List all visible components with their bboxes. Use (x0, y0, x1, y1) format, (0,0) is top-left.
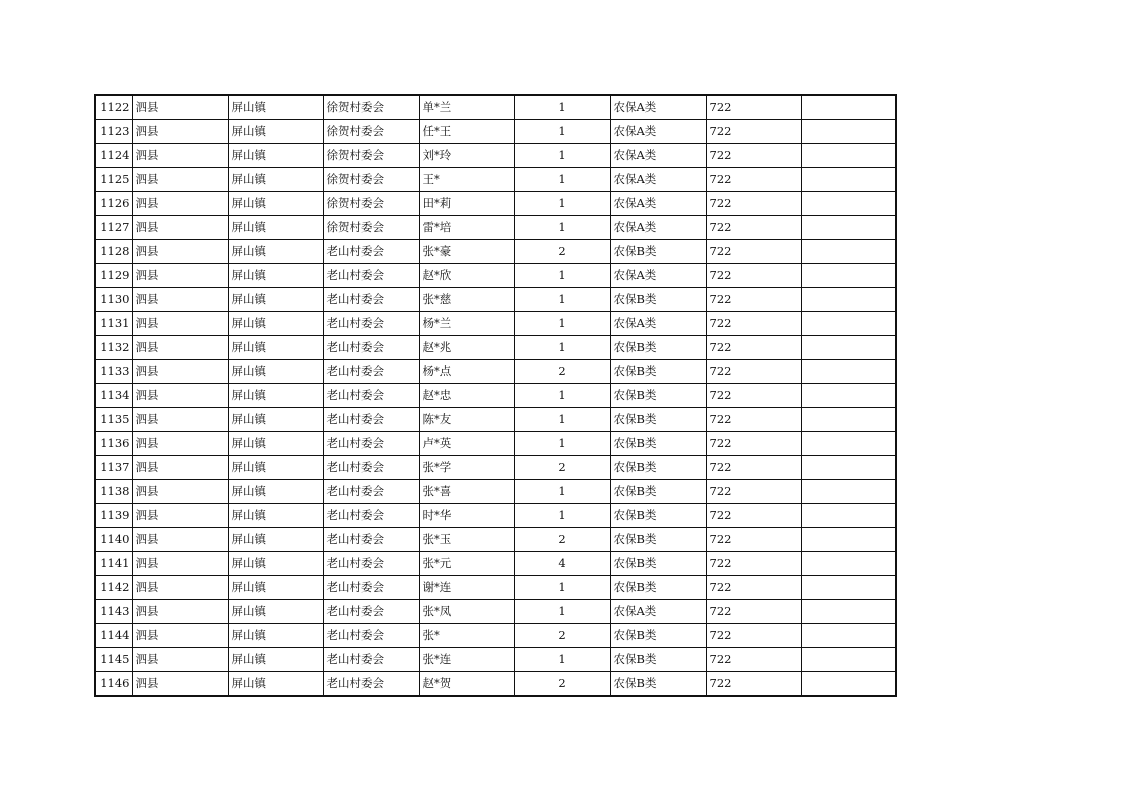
cell-town: 屏山镇 (228, 192, 323, 216)
cell-insurance-category: 农保A类 (610, 192, 706, 216)
cell-town: 屏山镇 (228, 528, 323, 552)
data-sheet (94, 94, 895, 697)
table-body (95, 95, 896, 696)
cell-row-number: 1139 (95, 504, 132, 528)
cell-amount: 722 (706, 576, 801, 600)
cell-remark (801, 600, 896, 624)
table-row (95, 95, 896, 120)
cell-village-committee: 老山村委会 (323, 456, 419, 480)
records-table (94, 94, 897, 697)
cell-amount: 722 (706, 600, 801, 624)
cell-insurance-category: 农保B类 (610, 552, 706, 576)
cell-household-count: 1 (514, 264, 610, 288)
cell-household-count: 1 (514, 504, 610, 528)
cell-row-number: 1129 (95, 264, 132, 288)
cell-town: 屏山镇 (228, 504, 323, 528)
cell-amount: 722 (706, 528, 801, 552)
cell-row-number: 1144 (95, 624, 132, 648)
cell-town: 屏山镇 (228, 408, 323, 432)
cell-row-number: 1133 (95, 360, 132, 384)
cell-amount: 722 (706, 552, 801, 576)
table-row (95, 648, 896, 672)
cell-household-count: 1 (514, 576, 610, 600)
cell-county: 泗县 (132, 648, 228, 672)
table-row (95, 624, 896, 648)
cell-town: 屏山镇 (228, 168, 323, 192)
cell-county: 泗县 (132, 432, 228, 456)
cell-household-count: 1 (514, 120, 610, 144)
table-row (95, 264, 896, 288)
cell-name: 陈*友 (419, 408, 514, 432)
cell-town: 屏山镇 (228, 648, 323, 672)
cell-name: 赵*兆 (419, 336, 514, 360)
cell-town: 屏山镇 (228, 95, 323, 120)
table-row (95, 672, 896, 697)
cell-amount: 722 (706, 360, 801, 384)
cell-county: 泗县 (132, 312, 228, 336)
cell-household-count: 1 (514, 168, 610, 192)
cell-insurance-category: 农保B类 (610, 384, 706, 408)
cell-household-count: 4 (514, 552, 610, 576)
table-row (95, 240, 896, 264)
cell-remark (801, 672, 896, 697)
cell-remark (801, 552, 896, 576)
cell-household-count: 1 (514, 312, 610, 336)
cell-remark (801, 312, 896, 336)
cell-county: 泗县 (132, 456, 228, 480)
cell-remark (801, 264, 896, 288)
cell-amount: 722 (706, 432, 801, 456)
cell-village-committee: 徐贺村委会 (323, 216, 419, 240)
cell-name: 张*豪 (419, 240, 514, 264)
cell-household-count: 1 (514, 192, 610, 216)
table-row (95, 432, 896, 456)
cell-name: 张*元 (419, 552, 514, 576)
cell-row-number: 1122 (95, 95, 132, 120)
cell-amount: 722 (706, 312, 801, 336)
cell-remark (801, 432, 896, 456)
cell-village-committee: 老山村委会 (323, 264, 419, 288)
cell-amount: 722 (706, 336, 801, 360)
table-row (95, 216, 896, 240)
cell-remark (801, 384, 896, 408)
table-row (95, 576, 896, 600)
cell-county: 泗县 (132, 672, 228, 697)
cell-name: 卢*英 (419, 432, 514, 456)
cell-county: 泗县 (132, 336, 228, 360)
cell-county: 泗县 (132, 504, 228, 528)
cell-insurance-category: 农保B类 (610, 360, 706, 384)
table-row (95, 384, 896, 408)
cell-insurance-category: 农保B类 (610, 624, 706, 648)
table-row (95, 480, 896, 504)
cell-insurance-category: 农保B类 (610, 648, 706, 672)
cell-row-number: 1138 (95, 480, 132, 504)
cell-insurance-category: 农保A类 (610, 144, 706, 168)
cell-row-number: 1141 (95, 552, 132, 576)
cell-household-count: 1 (514, 480, 610, 504)
cell-village-committee: 老山村委会 (323, 528, 419, 552)
cell-town: 屏山镇 (228, 120, 323, 144)
cell-name: 张*凤 (419, 600, 514, 624)
cell-amount: 722 (706, 144, 801, 168)
cell-insurance-category: 农保B类 (610, 480, 706, 504)
cell-county: 泗县 (132, 384, 228, 408)
cell-county: 泗县 (132, 216, 228, 240)
cell-row-number: 1136 (95, 432, 132, 456)
cell-county: 泗县 (132, 528, 228, 552)
cell-household-count: 2 (514, 360, 610, 384)
cell-town: 屏山镇 (228, 312, 323, 336)
cell-county: 泗县 (132, 552, 228, 576)
cell-county: 泗县 (132, 576, 228, 600)
cell-household-count: 1 (514, 432, 610, 456)
cell-amount: 722 (706, 95, 801, 120)
cell-county: 泗县 (132, 144, 228, 168)
cell-amount: 722 (706, 648, 801, 672)
cell-remark (801, 456, 896, 480)
cell-row-number: 1130 (95, 288, 132, 312)
cell-row-number: 1137 (95, 456, 132, 480)
cell-insurance-category: 农保B类 (610, 576, 706, 600)
cell-household-count: 1 (514, 216, 610, 240)
cell-town: 屏山镇 (228, 552, 323, 576)
cell-remark (801, 120, 896, 144)
cell-town: 屏山镇 (228, 600, 323, 624)
cell-remark (801, 648, 896, 672)
cell-village-committee: 老山村委会 (323, 360, 419, 384)
cell-name: 张* (419, 624, 514, 648)
cell-name: 张*玉 (419, 528, 514, 552)
table-row (95, 168, 896, 192)
cell-village-committee: 老山村委会 (323, 552, 419, 576)
cell-name: 时*华 (419, 504, 514, 528)
cell-town: 屏山镇 (228, 384, 323, 408)
cell-amount: 722 (706, 216, 801, 240)
cell-village-committee: 老山村委会 (323, 600, 419, 624)
cell-row-number: 1126 (95, 192, 132, 216)
cell-town: 屏山镇 (228, 288, 323, 312)
cell-remark (801, 168, 896, 192)
cell-amount: 722 (706, 168, 801, 192)
cell-remark (801, 192, 896, 216)
cell-village-committee: 老山村委会 (323, 672, 419, 697)
cell-remark (801, 240, 896, 264)
cell-name: 赵*欣 (419, 264, 514, 288)
cell-village-committee: 徐贺村委会 (323, 144, 419, 168)
cell-remark (801, 216, 896, 240)
cell-county: 泗县 (132, 168, 228, 192)
cell-insurance-category: 农保B类 (610, 240, 706, 264)
table-row (95, 360, 896, 384)
cell-household-count: 2 (514, 240, 610, 264)
cell-town: 屏山镇 (228, 360, 323, 384)
cell-county: 泗县 (132, 95, 228, 120)
cell-village-committee: 老山村委会 (323, 624, 419, 648)
cell-row-number: 1143 (95, 600, 132, 624)
cell-name: 张*学 (419, 456, 514, 480)
cell-household-count: 1 (514, 336, 610, 360)
cell-town: 屏山镇 (228, 480, 323, 504)
cell-row-number: 1134 (95, 384, 132, 408)
table-row (95, 120, 896, 144)
cell-village-committee: 老山村委会 (323, 312, 419, 336)
cell-village-committee: 老山村委会 (323, 432, 419, 456)
cell-name: 张*连 (419, 648, 514, 672)
cell-household-count: 2 (514, 624, 610, 648)
cell-household-count: 1 (514, 648, 610, 672)
cell-remark (801, 144, 896, 168)
cell-insurance-category: 农保A类 (610, 95, 706, 120)
cell-name: 张*喜 (419, 480, 514, 504)
cell-name: 杨*点 (419, 360, 514, 384)
cell-remark (801, 504, 896, 528)
cell-village-committee: 老山村委会 (323, 408, 419, 432)
cell-insurance-category: 农保A类 (610, 216, 706, 240)
cell-name: 谢*连 (419, 576, 514, 600)
cell-household-count: 1 (514, 95, 610, 120)
cell-insurance-category: 农保B类 (610, 336, 706, 360)
cell-insurance-category: 农保A类 (610, 168, 706, 192)
cell-name: 张*慈 (419, 288, 514, 312)
cell-town: 屏山镇 (228, 144, 323, 168)
cell-village-committee: 老山村委会 (323, 384, 419, 408)
cell-household-count: 2 (514, 456, 610, 480)
cell-insurance-category: 农保B类 (610, 288, 706, 312)
cell-town: 屏山镇 (228, 672, 323, 697)
cell-village-committee: 老山村委会 (323, 288, 419, 312)
cell-household-count: 1 (514, 600, 610, 624)
table-row (95, 600, 896, 624)
cell-name: 田*莉 (419, 192, 514, 216)
cell-amount: 722 (706, 120, 801, 144)
cell-name: 王* (419, 168, 514, 192)
cell-row-number: 1127 (95, 216, 132, 240)
cell-insurance-category: 农保B类 (610, 504, 706, 528)
cell-amount: 722 (706, 504, 801, 528)
cell-name: 雷*培 (419, 216, 514, 240)
cell-amount: 722 (706, 480, 801, 504)
cell-remark (801, 480, 896, 504)
cell-row-number: 1123 (95, 120, 132, 144)
cell-county: 泗县 (132, 624, 228, 648)
cell-amount: 722 (706, 264, 801, 288)
cell-amount: 722 (706, 288, 801, 312)
table-row (95, 552, 896, 576)
table-row (95, 408, 896, 432)
table-row (95, 312, 896, 336)
cell-town: 屏山镇 (228, 624, 323, 648)
cell-county: 泗县 (132, 480, 228, 504)
table-row (95, 192, 896, 216)
cell-row-number: 1124 (95, 144, 132, 168)
cell-village-committee: 老山村委会 (323, 336, 419, 360)
cell-name: 赵*贺 (419, 672, 514, 697)
cell-remark (801, 624, 896, 648)
cell-remark (801, 528, 896, 552)
cell-town: 屏山镇 (228, 240, 323, 264)
cell-insurance-category: 农保A类 (610, 120, 706, 144)
cell-row-number: 1146 (95, 672, 132, 697)
cell-village-committee: 老山村委会 (323, 480, 419, 504)
cell-amount: 722 (706, 408, 801, 432)
cell-insurance-category: 农保B类 (610, 408, 706, 432)
cell-row-number: 1125 (95, 168, 132, 192)
cell-village-committee: 老山村委会 (323, 648, 419, 672)
cell-household-count: 1 (514, 384, 610, 408)
table-row (95, 528, 896, 552)
cell-amount: 722 (706, 384, 801, 408)
cell-county: 泗县 (132, 192, 228, 216)
table-row (95, 336, 896, 360)
cell-county: 泗县 (132, 600, 228, 624)
cell-remark (801, 408, 896, 432)
cell-town: 屏山镇 (228, 216, 323, 240)
cell-village-committee: 徐贺村委会 (323, 120, 419, 144)
cell-amount: 722 (706, 456, 801, 480)
cell-village-committee: 老山村委会 (323, 504, 419, 528)
cell-town: 屏山镇 (228, 264, 323, 288)
cell-name: 单*兰 (419, 95, 514, 120)
cell-row-number: 1132 (95, 336, 132, 360)
cell-household-count: 1 (514, 408, 610, 432)
cell-household-count: 1 (514, 288, 610, 312)
cell-amount: 722 (706, 672, 801, 697)
cell-amount: 722 (706, 624, 801, 648)
cell-amount: 722 (706, 240, 801, 264)
cell-village-committee: 徐贺村委会 (323, 168, 419, 192)
table-row (95, 288, 896, 312)
cell-county: 泗县 (132, 240, 228, 264)
cell-county: 泗县 (132, 120, 228, 144)
cell-insurance-category: 农保B类 (610, 456, 706, 480)
cell-insurance-category: 农保A类 (610, 264, 706, 288)
cell-insurance-category: 农保B类 (610, 672, 706, 697)
table-row (95, 456, 896, 480)
cell-county: 泗县 (132, 264, 228, 288)
cell-village-committee: 徐贺村委会 (323, 192, 419, 216)
cell-name: 赵*忠 (419, 384, 514, 408)
cell-row-number: 1135 (95, 408, 132, 432)
cell-town: 屏山镇 (228, 576, 323, 600)
cell-insurance-category: 农保B类 (610, 528, 706, 552)
cell-insurance-category: 农保B类 (610, 432, 706, 456)
cell-insurance-category: 农保A类 (610, 312, 706, 336)
cell-county: 泗县 (132, 288, 228, 312)
cell-amount: 722 (706, 192, 801, 216)
cell-row-number: 1131 (95, 312, 132, 336)
cell-remark (801, 360, 896, 384)
cell-town: 屏山镇 (228, 456, 323, 480)
cell-town: 屏山镇 (228, 336, 323, 360)
cell-household-count: 2 (514, 672, 610, 697)
table-row (95, 504, 896, 528)
cell-name: 刘*玲 (419, 144, 514, 168)
cell-row-number: 1142 (95, 576, 132, 600)
cell-county: 泗县 (132, 408, 228, 432)
cell-remark (801, 576, 896, 600)
cell-household-count: 1 (514, 144, 610, 168)
cell-county: 泗县 (132, 360, 228, 384)
cell-remark (801, 336, 896, 360)
cell-village-committee: 老山村委会 (323, 576, 419, 600)
cell-insurance-category: 农保A类 (610, 600, 706, 624)
cell-name: 杨*兰 (419, 312, 514, 336)
cell-household-count: 2 (514, 528, 610, 552)
cell-village-committee: 老山村委会 (323, 240, 419, 264)
table-row (95, 144, 896, 168)
cell-remark (801, 95, 896, 120)
cell-village-committee: 徐贺村委会 (323, 95, 419, 120)
cell-row-number: 1128 (95, 240, 132, 264)
cell-remark (801, 288, 896, 312)
cell-row-number: 1145 (95, 648, 132, 672)
cell-town: 屏山镇 (228, 432, 323, 456)
cell-row-number: 1140 (95, 528, 132, 552)
cell-name: 任*王 (419, 120, 514, 144)
